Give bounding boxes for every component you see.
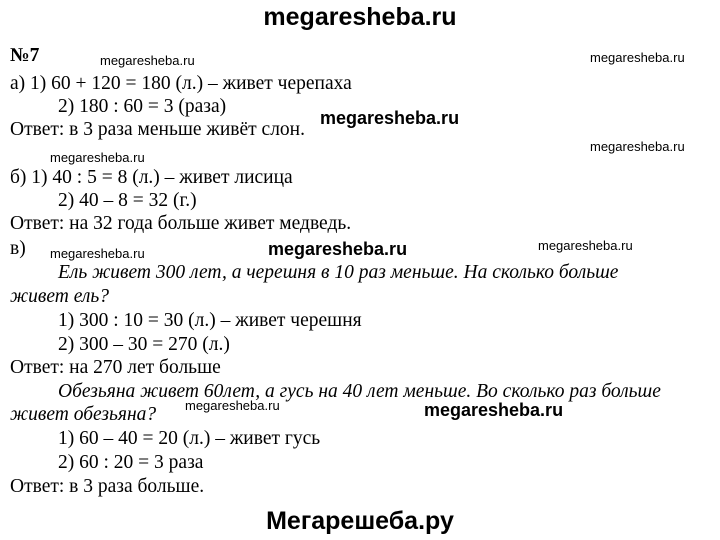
part-b-step1: б) 1) 40 : 5 = 8 (л.) – живет лисица — [10, 167, 293, 188]
part-c-task2-line1: Обезьяна живет 60лет, а гусь на 40 лет меньше. Во сколько раз больше — [58, 381, 661, 402]
watermark: megaresheba.ru — [268, 239, 408, 259]
site-footer-title: Мегарешеба.ру — [266, 507, 454, 535]
watermark: megaresheba.ru — [320, 108, 460, 128]
part-c-label: в) — [10, 238, 26, 259]
problem-number: №7 — [10, 45, 40, 66]
part-c-task2-answer: Ответ: в 3 раза больше. — [10, 476, 205, 497]
part-c-task2-step1: 1) 60 – 40 = 20 (л.) – живет гусь — [58, 428, 321, 449]
part-c-task2-line2: живет обезьяна? — [10, 404, 157, 425]
watermark: megaresheba.ru — [590, 139, 685, 154]
watermark: megaresheba.ru — [538, 238, 633, 253]
part-c-task1-step2: 2) 300 – 30 = 270 (л.) — [58, 334, 230, 355]
watermark: megaresheba.ru — [590, 50, 685, 65]
watermark: megaresheba.ru — [50, 150, 145, 165]
part-a-answer: Ответ: в 3 раза меньше живёт слон. — [10, 119, 305, 140]
watermark: megaresheba.ru — [100, 53, 195, 68]
watermark: megaresheba.ru — [424, 400, 564, 420]
part-a-step2: 2) 180 : 60 = 3 (раза) — [58, 96, 227, 117]
watermark: megaresheba.ru — [185, 398, 280, 413]
part-b-answer: Ответ: на 32 года больше живет медведь. — [10, 213, 352, 234]
part-c-task1-step1: 1) 300 : 10 = 30 (л.) – живет черешня — [58, 310, 362, 331]
part-c-task1-answer: Ответ: на 270 лет больше — [10, 357, 221, 378]
part-b-step2: 2) 40 – 8 = 32 (г.) — [58, 190, 197, 211]
part-c-task1-line1: Ель живет 300 лет, а черешня в 10 раз меньше. На сколько больше — [58, 262, 619, 283]
part-a-step1: а) 1) 60 + 120 = 180 (л.) – живет черепаха — [10, 73, 352, 94]
site-header-title: megaresheba.ru — [263, 3, 457, 31]
part-c-task2-step2: 2) 60 : 20 = 3 раза — [58, 452, 204, 473]
part-c-task1-line2: живет ель? — [10, 286, 110, 307]
watermark: megaresheba.ru — [50, 246, 145, 261]
